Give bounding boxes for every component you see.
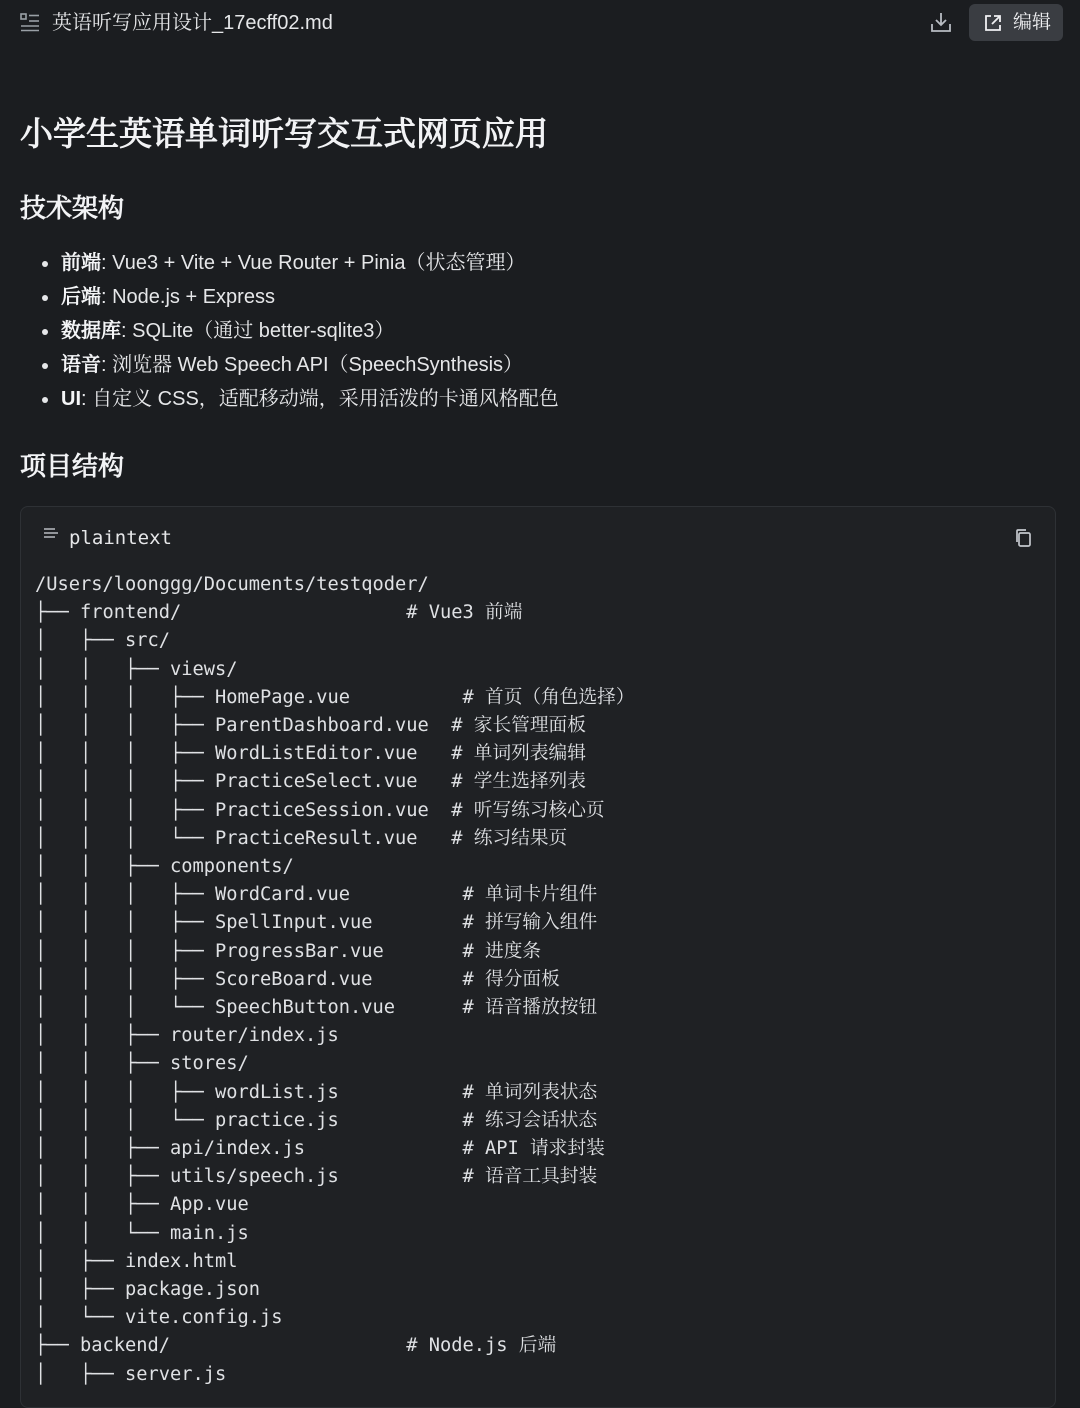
copy-button[interactable]: [1013, 527, 1033, 549]
code-line: │ │ │ ├── ScoreBoard.vue # 得分面板: [35, 968, 560, 990]
code-line: │ ├── src/: [35, 630, 171, 652]
copy-icon: [1013, 527, 1033, 549]
code-line: │ │ │ └── PracticeResult.vue # 练习结果页: [35, 827, 568, 849]
code-line: │ │ │ ├── wordList.js # 单词列表状态: [35, 1081, 598, 1103]
document-list-icon: [20, 12, 40, 32]
code-line: │ │ ├── api/index.js # API 请求封装: [35, 1138, 605, 1160]
list-item: [40, 314, 559, 348]
list-item: [40, 246, 559, 280]
code-line: │ │ │ └── SpeechButton.vue # 语音播放按钮: [35, 997, 598, 1019]
code-line: │ │ │ ├── ProgressBar.vue # 进度条: [35, 940, 542, 962]
item-key: UI: [61, 388, 81, 410]
edit-button[interactable]: [969, 4, 1063, 41]
code-line: │ ├── index.html: [35, 1250, 238, 1272]
edit-label: 编辑: [1013, 12, 1052, 33]
code-line: /Users/loonggg/Documents/testqoder/: [35, 574, 429, 595]
code-line: ├── frontend/ # Vue3 前端: [35, 602, 523, 624]
code-content: [35, 571, 635, 1389]
external-edit-icon: [983, 13, 1003, 33]
code-line: │ │ │ ├── WordListEditor.vue # 单词列表编辑: [35, 743, 586, 765]
item-key: 前端: [61, 252, 101, 274]
code-line: │ │ │ ├── PracticeSelect.vue # 学生选择列表: [35, 771, 586, 793]
code-line: │ │ │ ├── SpellInput.vue # 拼写输入组件: [35, 912, 598, 934]
page-title: 小学生英语单词听写交互式网页应用: [20, 115, 548, 152]
code-line: │ │ │ ├── ParentDashboard.vue # 家长管理面板: [35, 715, 586, 737]
item-key: 语音: [61, 354, 101, 376]
list-item: [40, 382, 559, 416]
list-item: [40, 348, 559, 382]
list-item: [40, 280, 559, 314]
code-line: │ ├── server.js: [35, 1363, 227, 1385]
item-value: : Node.js + Express: [101, 286, 275, 308]
tech-list: [40, 246, 559, 416]
item-key: 后端: [61, 286, 101, 308]
section-heading-tech: 技术架构: [20, 193, 125, 223]
download-button[interactable]: [926, 10, 956, 36]
item-value: : SQLite（通过 better-sqlite3）: [121, 320, 395, 342]
code-line: │ │ │ ├── HomePage.vue # 首页（角色选择）: [35, 686, 635, 708]
code-block: [20, 506, 1056, 1408]
code-line: ├── backend/ # Node.js 后端: [35, 1335, 557, 1357]
section-heading-structure: 项目结构: [20, 451, 125, 481]
code-line: │ │ ├── views/: [35, 658, 238, 680]
code-line: │ └── vite.config.js: [35, 1307, 283, 1329]
code-line: │ │ └── main.js: [35, 1222, 249, 1244]
code-line: │ │ │ ├── PracticeSession.vue # 听写练习核心页: [35, 799, 605, 821]
code-line: │ │ ├── utils/speech.js # 语音工具封装: [35, 1166, 598, 1188]
item-value: : Vue3 + Vite + Vue Router + Pinia（状态管理）: [101, 252, 526, 274]
code-language-label: plaintext: [69, 527, 172, 549]
item-value: : 自定义 CSS，适配移动端，采用活泼的卡通风格配色: [81, 388, 559, 410]
code-line: │ │ ├── router/index.js: [35, 1025, 339, 1047]
text-lines-icon: [43, 526, 59, 542]
code-line: │ │ │ └── practice.js # 练习会话状态: [35, 1109, 598, 1131]
item-value: : 浏览器 Web Speech API（SpeechSynthesis）: [101, 354, 524, 376]
code-line: │ ├── package.json: [35, 1279, 261, 1301]
code-line: │ │ ├── stores/: [35, 1053, 249, 1075]
item-key: 数据库: [61, 320, 121, 342]
code-line: │ │ ├── components/: [35, 856, 294, 878]
file-name: 英语听写应用设计_17ecff02.md: [52, 12, 333, 34]
download-icon: [926, 10, 956, 36]
code-line: │ │ ├── App.vue: [35, 1194, 249, 1216]
code-line: │ │ │ ├── WordCard.vue # 单词卡片组件: [35, 884, 598, 906]
top-bar: [0, 0, 1080, 46]
